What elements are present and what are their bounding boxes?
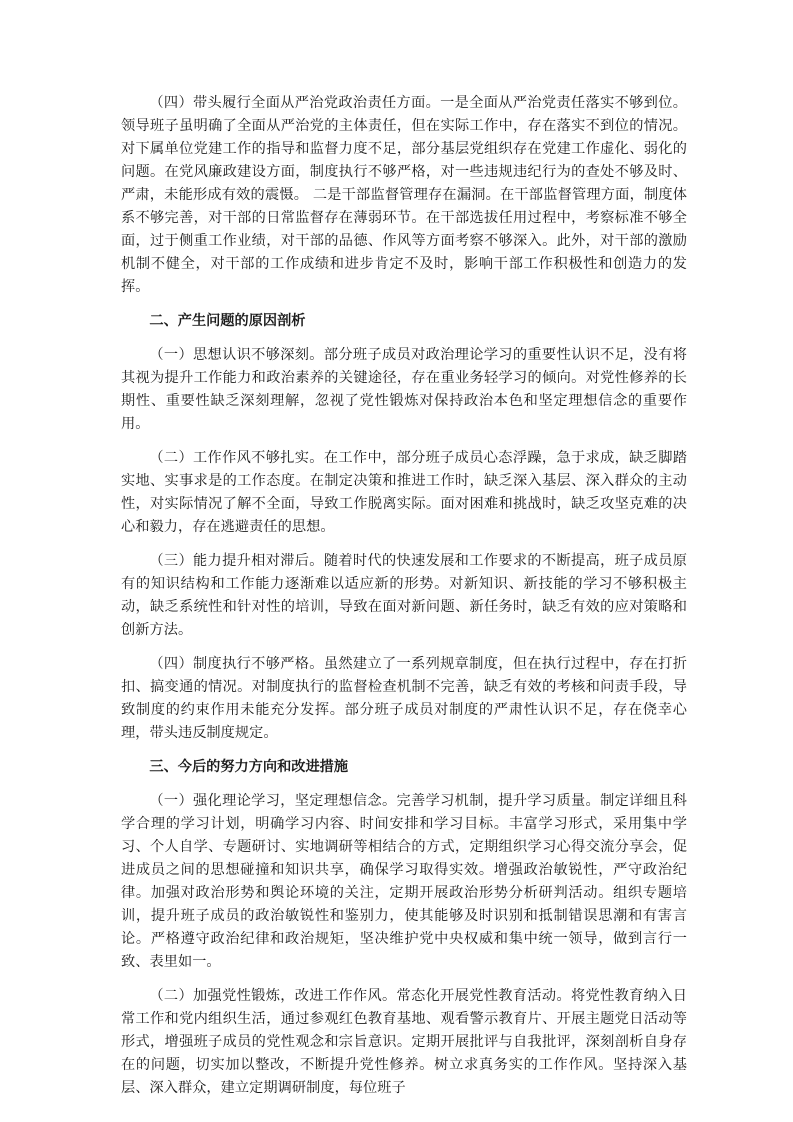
paragraph-improve-theory-study: （一）强化理论学习，坚定理想信念。完善学习机制，提升学习质量。制定详细且科学合理的学习计划，明确学习内容、时间安排和学习目标。丰富学习形式，采用集中学习、个人自学、专题研讨、实地调研等相结合的方式，定期组织学习心得交流分享会，促进成员之间的思想碰撞和知识共享，确保学习取得实效。增强政治敏锐性，严守政治纪律。加强对政治形势和舆论环境的关注，定期开展政治形势分析研判活动。组织专题培训，提升班子成员的政治敏锐性和鉴别力，使其能够及时识别和抵制错误思潮和有害言论。严格遵守政治纪律和政治规矩，坚决维护党中央权威和集中统一领导，做到言行一致、表里如一。 — [121, 793, 687, 970]
section-heading-improvements: 三、今后的努力方向和改进措施 — [149, 759, 349, 775]
paragraph-cause-work-style: （二）工作作风不够扎实。在工作中，部分班子成员心态浮躁，急于求成，缺乏脚踏实地、实事求是的工作态度。在制定决策和推进工作时，缺乏深入基层、深入群众的主动性，对实际情况了解不全面，导致工作脱离实际。面对困难和挑战时，缺乏攻坚克难的决心和毅力，存在逃避责任的思想。 — [121, 450, 687, 535]
paragraph-improve-party-spirit: （二）加强党性锻炼，改进工作作风。常态化开展党性教育活动。将党性教育纳入日常工作和党内组织生活，通过参观红色教育基地、观看警示教育片、开展主题党日活动等形式，增强班子成员的党性观念和宗旨意识。定期开展批评与自我批评，深刻剖析自身存在的问题，切实加以整改，不断提升党性修养。树立求真务实的工作作风。坚持深入基层、深入群众，建立定期调研制度，每位班子 — [121, 988, 687, 1096]
paragraph-cause-ability: （三）能力提升相对滞后。随着时代的快速发展和工作要求的不断提高，班子成员原有的知识结构和工作能力逐渐难以适应新的形势。对新知识、新技能的学习不够积极主动，缺乏系统性和针对性的培训，导致在面对新问题、新任务时，缺乏有效的应对策略和创新方法。 — [121, 553, 687, 638]
paragraph-cause-thinking: （一）思想认识不够深刻。部分班子成员对政治理论学习的重要性认识不足，没有将其视为提升工作能力和政治素养的关键途径，存在重业务轻学习的倾向。对党性修养的长期性、重要性缺乏深刻理解，忽视了党性锻炼对保持政治本色和坚定理想信念的重要作用。 — [121, 347, 687, 432]
section-heading-causes: 二、产生问题的原因剖析 — [149, 313, 306, 329]
paragraph-responsibility-issues: （四）带头履行全面从严治党政治责任方面。一是全面从严治党责任落实不够到位。领导班子虽明确了全面从严治党的主体责任，但在实际工作中，存在落实不到位的情况。对下属单位党建工作的指导和监督力度不足，部分基层党组织存在党建工作虚化、弱化的问题。在党风廉政建设方面，制度执行不够严格，对一些违规违纪行为的查处不够及时、严肃，未能形成有效的震慑。 二是干部监督管理存在漏洞。在干部监督管理方面，制度体系不够完善，对干部的日常监督存在薄弱环节。在干部选拔任用过程中，考察标准不够全面，过于侧重工作业绩，对干部的品德、作风等方面考察不够深入。此外，对干部的激励机制不健全，对干部的工作成绩和进步肯定不及时，影响干部工作积极性和创造力的发挥。 — [121, 95, 687, 295]
paragraph-cause-system-execution: （四）制度执行不够严格。虽然建立了一系列规章制度，但在执行过程中，存在打折扣、搞变通的情况。对制度执行的监督检查机制不完善，缺乏有效的考核和问责手段，导致制度的约束作用未能充分发挥。部分班子成员对制度的严肃性认识不足，存在侥幸心理，带头违反制度规定。 — [121, 656, 687, 741]
document-body — [121, 92, 687, 1111]
